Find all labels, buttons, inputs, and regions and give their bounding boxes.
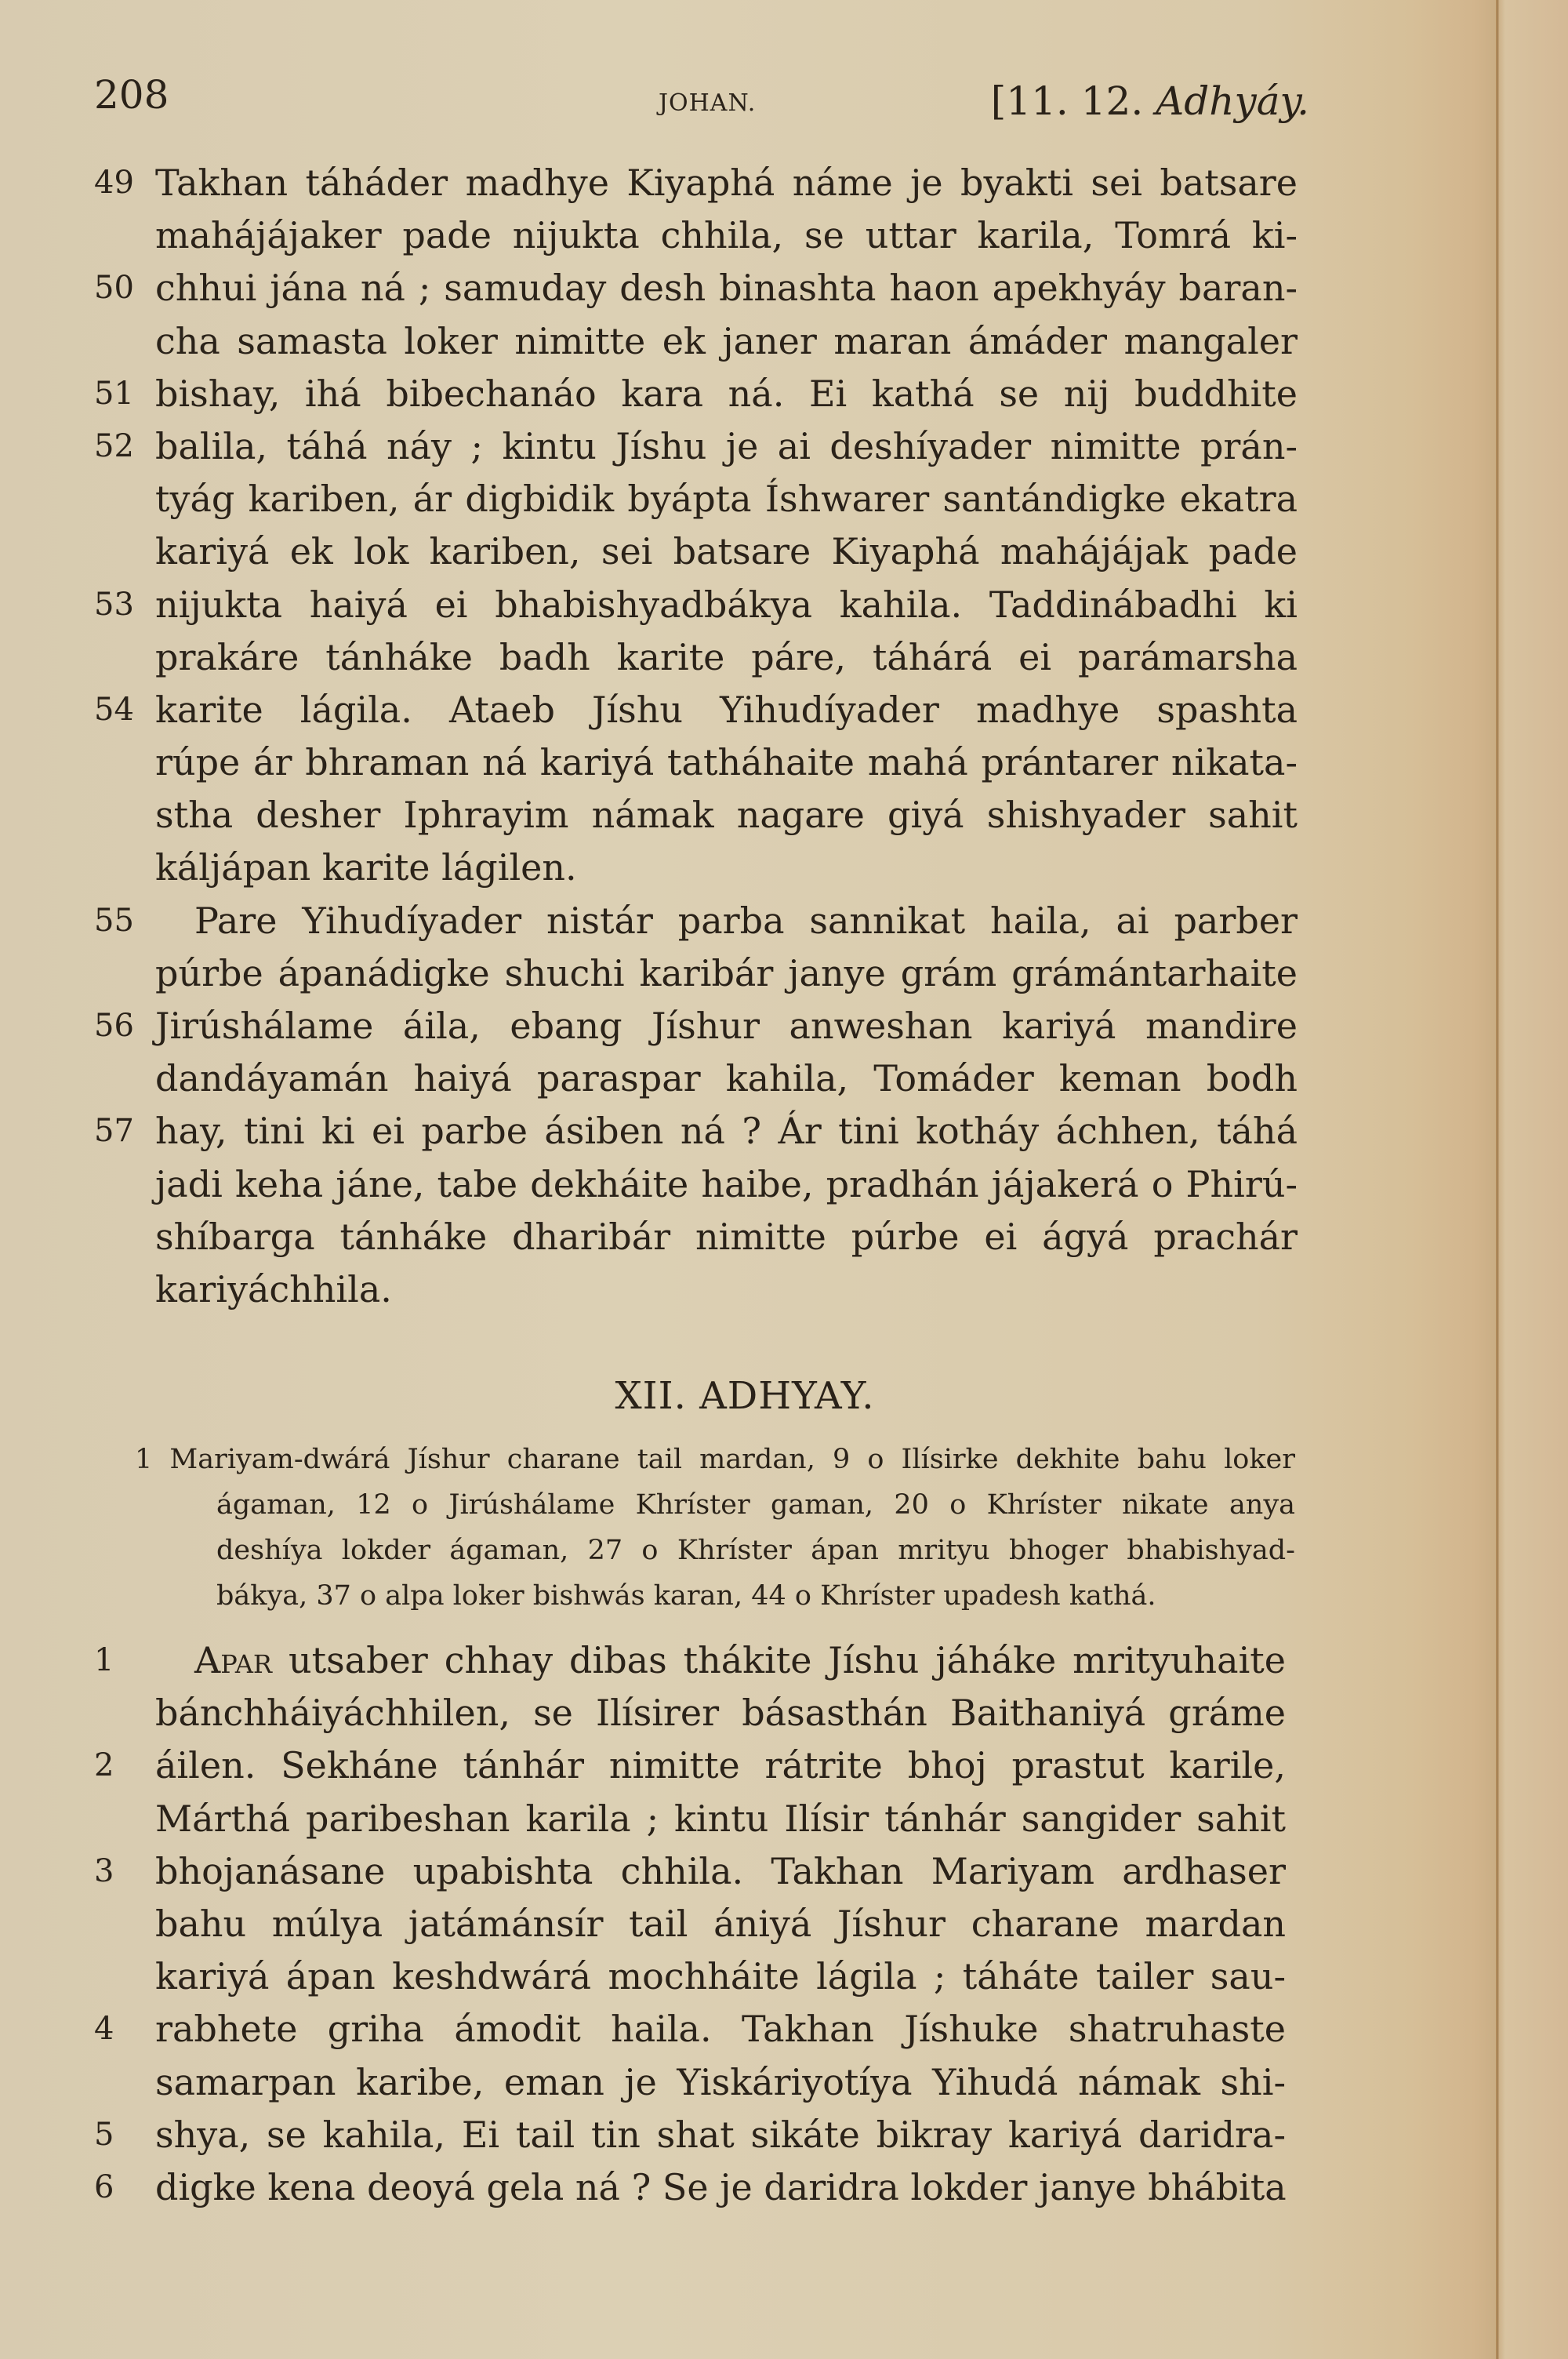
summary-text: deshíya lokder ágaman, 27 o Khríster ápan mrityu bhoger bhabishyad- [216,1535,1295,1566]
verse-line [94,1052,1298,1105]
verse-text: rabhete griha ámodit haila. Takhan Jíshuke shatruhaste [155,2008,1286,2051]
verse-line [94,315,1298,368]
verse-text: cha samasta loker nimitte ek janer maran ámáder mangaler [155,319,1298,362]
verse-text: mahájájaker pade nijukta chhila, se uttar karila, Tomrá ki- [155,214,1298,257]
verse-line [94,2161,1286,2214]
chapter-heading: XII. ADHYAY. [615,1374,875,1418]
verse-line [94,895,1298,947]
verse-line [94,1000,1298,1052]
summary-text: ágaman, 12 o Jirúshálame Khríster gaman, 20 o Khríster nikate anya [216,1489,1295,1521]
verse-line [94,579,1298,631]
verse-text: kariyá ek lok kariben, sei batsare Kiyaphá mahájájak pade [155,530,1298,573]
chapter-ref-numbers: [11. 12. [990,78,1144,124]
verse-text: chhui jána ná ; samuday desh binashta haon apekhyáy baran- [155,267,1298,310]
verse-line [94,2003,1286,2055]
verse-text: hay, tini ki ei parbe ásiben ná ? Ár tini kotháy áchhen, táhá [155,1110,1298,1153]
verse-line [94,368,1298,420]
verse-line [94,947,1298,1000]
summary-line [135,1482,1295,1528]
chapter-11-verses [94,157,1298,1316]
verse-text: stha desher Iphrayim námak nagare giyá shishyader sahit [155,794,1298,837]
verse-line [94,841,1298,894]
verse-line [94,1739,1286,1792]
verse-text: jadi keha jáne, tabe dekháite haibe, pradhán jájakerá o Phirú- [155,1162,1298,1205]
chapter-12-verses [94,1634,1286,2214]
verse-line [94,157,1298,209]
verse-text: rúpe ár bhraman ná kariyá tatháhaite mahá prántarer nikata- [155,741,1298,784]
verse-number: 4 [94,2011,114,2048]
summary-text: bákya, 37 o alpa loker bishwás karan, 44 o Khríster upadesh kathá. [216,1580,1156,1612]
verse-line [94,2056,1286,2109]
verse-text-rest: utsaber chhay dibas thákite Jíshu jáháke mrityuhaite [272,1639,1286,1681]
verse-text [194,1634,1286,1687]
chapter-ref-word: Adhyáy. [1156,78,1309,124]
verse-text: Márthá paribeshan karila ; kintu Ilísir tánhár sangider sahit [155,1797,1286,1840]
verse-number: 49 [94,165,134,201]
verse-number: 1 [94,1642,114,1678]
verse-line [94,1263,1298,1316]
verse-line [94,1793,1286,1845]
verse-line [94,525,1298,578]
verse-line [94,209,1298,262]
verse-line [94,684,1298,736]
summary-line [135,1437,1295,1482]
verse-text: Jirúshálame áila, ebang Jíshur anweshan kariyá mandire [155,1005,1298,1047]
verse-line [94,1105,1298,1158]
verse-line [94,262,1298,314]
verse-number: 2 [94,1747,114,1784]
verse-line [94,1687,1286,1739]
verse-line [94,473,1298,525]
verse-text: Takhan táháder madhye Kiyaphá náme je byakti sei batsare [155,162,1298,204]
verse-number: 6 [94,2168,114,2205]
chapter-summary [135,1437,1295,1619]
verse-line [94,1158,1298,1211]
verse-line [94,420,1298,473]
page-header [94,72,1317,135]
summary-text: 1 Mariyam-dwárá Jíshur charane tail mardan, 9 o Ilísirke dekhite bahu loker [135,1444,1295,1475]
page-number: 208 [94,72,169,118]
verse-line [94,1634,1286,1687]
chapter-reference [991,78,1309,124]
verse-text: samarpan karibe, eman je Yiskáriyotíya Yihudá námak shi- [155,2060,1286,2103]
running-title: JOHAN. [659,89,757,117]
summary-line [135,1528,1295,1573]
verse-number: 54 [94,691,134,728]
verse-number: 56 [94,1008,134,1044]
verse-text: karite lágila. Ataeb Jíshu Yihudíyader madhye spashta [155,688,1298,731]
verse-number: 51 [94,375,134,412]
verse-text: nijukta haiyá ei bhabishyadbákya kahila. Taddinábadhi ki [155,583,1298,626]
verse-number: 3 [94,1852,114,1889]
verse-line [94,1898,1286,1950]
verse-line [94,631,1298,684]
verse-text: shya, se kahila, Ei tail tin shat sikáte bikray kariyá daridra- [155,2113,1286,2156]
verse-line [94,1211,1298,1263]
verse-number: 50 [94,270,134,307]
verse-line [94,789,1298,841]
verse-text: bánchháiyáchhilen, se Ilísirer básasthán Baithaniyá gráme [155,1692,1286,1735]
verse-number: 57 [94,1113,134,1150]
verse-text: púrbe ápanádigke shuchi karibár janye grám grámántarhaite [155,951,1298,994]
verse-text: káljápan karite lágilen. [155,846,577,889]
verse-text: bishay, ihá bibechanáo kara ná. Ei kathá se nij buddhite [155,372,1298,415]
verse-number: 55 [94,902,134,939]
verse-text: shíbarga tánháke dharibár nimitte púrbe ei ágyá prachár [155,1215,1298,1258]
verse-text: dandáyamán haiyá paraspar kahila, Tomáder keman bodh [155,1057,1298,1100]
verse-text: balila, táhá náy ; kintu Jíshu je ai deshíyader nimitte prán- [155,424,1298,467]
verse-number: 5 [94,2116,114,2153]
book-gutter [1496,0,1499,2359]
verse-text: kariyá ápan keshdwárá mochháite lágila ; táháte tailer sau- [155,1955,1286,1998]
verse-text: digke kena deoyá gela ná ? Se je daridra lokder janye bhábita [155,2165,1287,2208]
verse-text: áilen. Sekháne tánhár nimitte rátrite bhoj prastut karile, [155,1744,1286,1787]
verse-line [94,1845,1286,1898]
verse-line [94,736,1298,789]
verse-number: 53 [94,586,134,623]
verse-number: 52 [94,427,134,464]
verse-text: prakáre tánháke badh karite páre, táhárá ei parámarsha [155,635,1298,678]
verse-line [94,1950,1286,2003]
verse-text: bahu múlya jatámánsír tail ániyá Jíshur charane mardan [155,1902,1286,1945]
verse-text: bhojanásane upabishta chhila. Takhan Mariyam ardhaser [155,1849,1286,1892]
verse-text: kariyáchhila. [155,1267,392,1310]
verse-text: tyág kariben, ár digbidik byápta Íshwarer santándigke ekatra [155,478,1298,521]
verse-text: Pare Yihudíyader nistár parba sannikat haila, ai parber [194,899,1298,942]
summary-line [135,1573,1295,1619]
verse-line [94,2109,1286,2161]
drop-word: Apar [194,1639,273,1681]
